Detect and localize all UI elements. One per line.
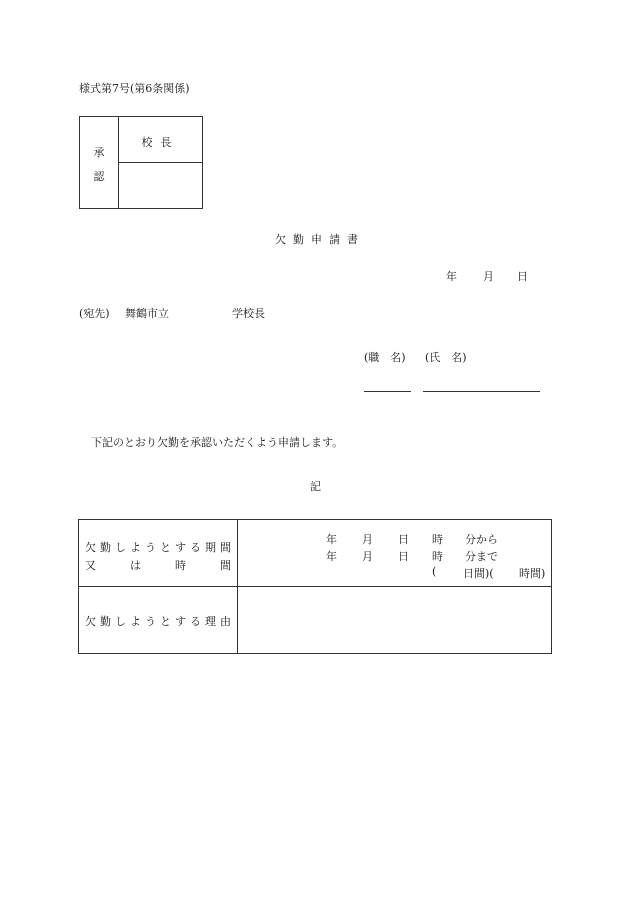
- reason-label-c1: 欠: [85, 615, 96, 628]
- days-open-paren: (: [432, 565, 437, 578]
- document-title: 欠勤申請書: [275, 233, 365, 246]
- reason-field[interactable]: [238, 587, 551, 653]
- to-day: 日: [398, 550, 409, 563]
- days-count-label: 日間)(: [463, 567, 494, 580]
- request-text: 下記のとおり欠勤を承認いただくよう申請します。: [91, 436, 344, 449]
- reason-label-c6: と: [160, 615, 171, 628]
- addressee-city: 舞鶴市立: [125, 307, 169, 320]
- reason-label-c4: よ: [130, 615, 141, 628]
- hours-count-label: 時間): [519, 567, 546, 580]
- from-hour: 時: [432, 533, 443, 546]
- from-year: 年: [326, 533, 337, 546]
- period-label: [79, 539, 237, 573]
- from-month: 月: [362, 533, 373, 546]
- approval-label-char-2: 認: [93, 170, 105, 183]
- period-label-line2: [79, 557, 237, 573]
- reason-label-c5: う: [145, 615, 156, 628]
- period-label-alt-4: 間: [220, 559, 231, 572]
- to-month: 月: [362, 550, 373, 563]
- period-label-alt-2: は: [130, 559, 141, 572]
- reason-label-c8: る: [190, 615, 201, 628]
- reason-label-c7: す: [175, 615, 186, 628]
- period-label-c6: と: [160, 541, 171, 554]
- addressee-prefix: (宛先): [79, 307, 110, 320]
- from-day: 日: [398, 533, 409, 546]
- name-underline: [423, 391, 540, 392]
- position-label: (職 名): [364, 351, 406, 364]
- period-label-c3: し: [115, 541, 126, 554]
- details-table: [78, 519, 552, 654]
- reason-label-c10: 由: [220, 615, 231, 628]
- principal-signature-cell[interactable]: [119, 163, 202, 208]
- name-label: (氏 名): [425, 351, 467, 364]
- period-label-alt-3: 時: [175, 559, 186, 572]
- to-year: 年: [326, 550, 337, 563]
- period-label-alt-1: 又: [85, 559, 96, 572]
- period-label-c10: 間: [220, 541, 231, 554]
- period-label-c1: 欠: [85, 541, 96, 554]
- reason-label-c2: 勤: [100, 615, 111, 628]
- reason-label: [79, 613, 237, 629]
- principal-header: 校長: [141, 136, 180, 149]
- to-minute: 分まで: [465, 550, 498, 563]
- approval-label-char-1: 承: [93, 146, 105, 159]
- period-label-line1: [79, 539, 237, 555]
- date-day: 日: [517, 270, 528, 283]
- period-label-c5: う: [145, 541, 156, 554]
- period-label-c2: 勤: [100, 541, 111, 554]
- period-label-c9: 期: [205, 541, 216, 554]
- period-label-c8: る: [190, 541, 201, 554]
- from-minute: 分から: [465, 533, 498, 546]
- period-label-c4: よ: [130, 541, 141, 554]
- addressee-school-suffix: 学校長: [232, 307, 265, 320]
- reason-label-c9: 理: [205, 615, 216, 628]
- period-label-c7: す: [175, 541, 186, 554]
- to-hour: 時: [432, 550, 443, 563]
- date-month: 月: [483, 270, 494, 283]
- reason-label-line: [79, 613, 237, 629]
- date-year: 年: [446, 270, 457, 283]
- reason-label-c3: し: [115, 615, 126, 628]
- position-underline: [364, 391, 411, 392]
- approval-box: [79, 116, 203, 209]
- form-number: 様式第7号(第6条関係): [79, 82, 190, 95]
- ki-heading: 記: [310, 480, 321, 493]
